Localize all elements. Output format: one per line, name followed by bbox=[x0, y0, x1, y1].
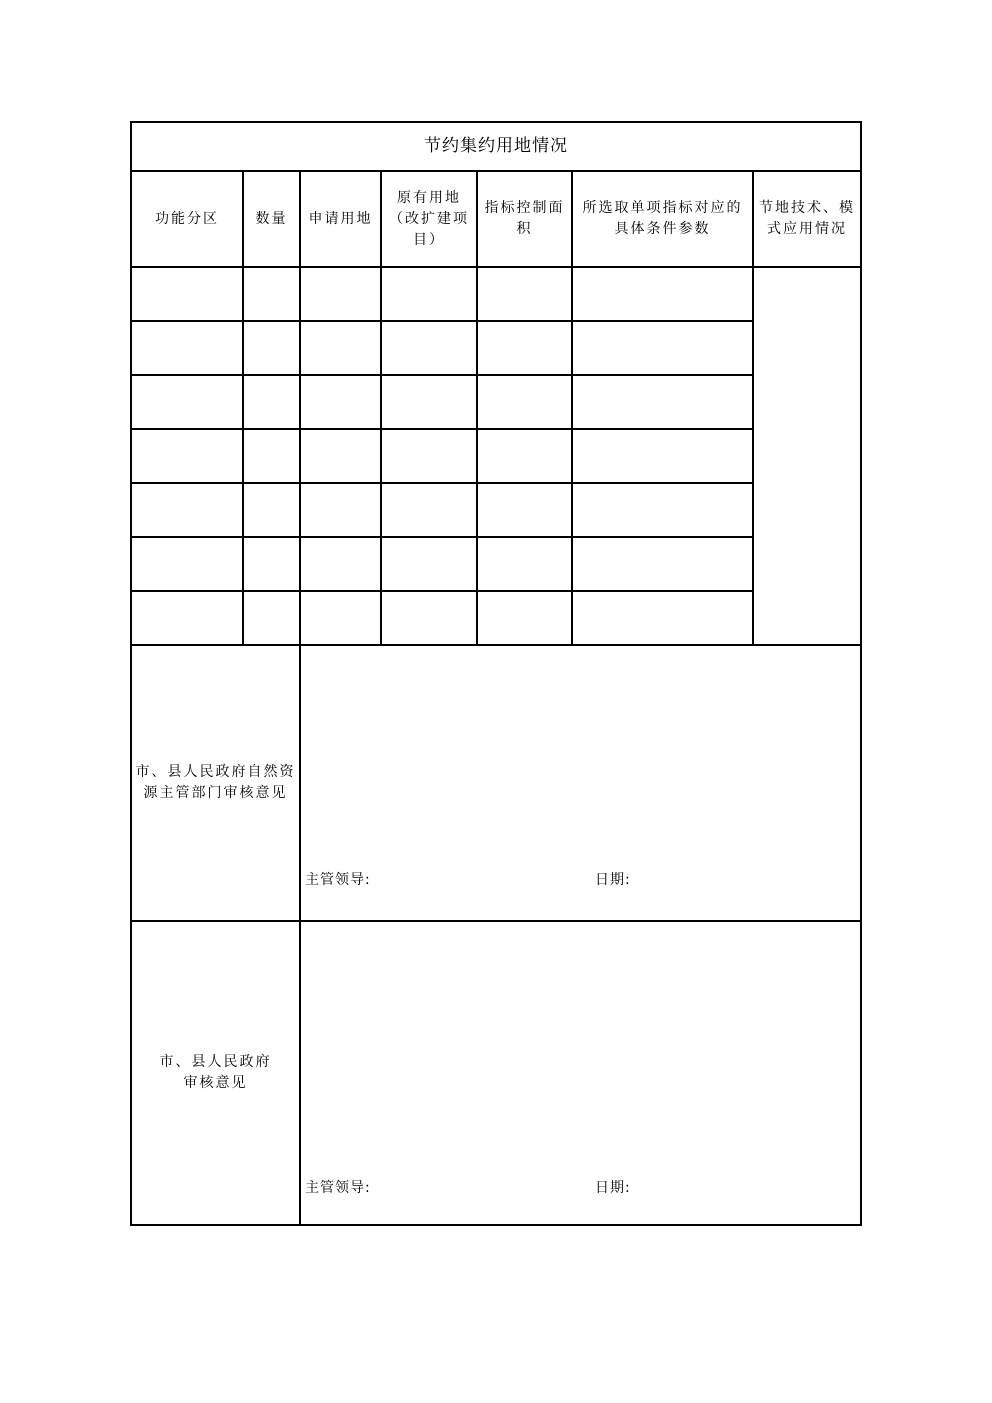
table-cell-condition-params-row-6[interactable] bbox=[573, 538, 752, 590]
table-cell-function-zone-row-6[interactable] bbox=[132, 538, 242, 590]
review-government-leader: 主管领导: bbox=[305, 1179, 371, 1196]
header-applied-land: 申请用地 bbox=[308, 210, 373, 227]
table-cell-quantity-row-5[interactable] bbox=[244, 484, 299, 536]
table-cell-function-zone-row-1[interactable] bbox=[132, 268, 242, 320]
table-cell-indicator-area-row-6[interactable] bbox=[478, 538, 571, 590]
table-cell-indicator-area-row-3[interactable] bbox=[478, 376, 571, 428]
table-cell-original-land-row-3[interactable] bbox=[382, 376, 476, 428]
table-cell-original-land-row-2[interactable] bbox=[382, 322, 476, 374]
review-natural-resources-leader: 主管领导: bbox=[305, 871, 371, 888]
review-natural-resources-label: 市、县人民政府自然资 源主管部门审核意见 bbox=[135, 764, 296, 801]
review-government-opinion[interactable] bbox=[301, 922, 860, 1172]
table-cell-quantity-row-4[interactable] bbox=[244, 430, 299, 482]
table-cell-condition-params-row-1[interactable] bbox=[573, 268, 752, 320]
table-cell-applied-land-row-1[interactable] bbox=[301, 268, 380, 320]
table-cell-original-land-row-5[interactable] bbox=[382, 484, 476, 536]
table-cell-function-zone-row-3[interactable] bbox=[132, 376, 242, 428]
table-cell-function-zone-row-5[interactable] bbox=[132, 484, 242, 536]
table-cell-quantity-row-3[interactable] bbox=[244, 376, 299, 428]
table-cell-applied-land-row-3[interactable] bbox=[301, 376, 380, 428]
table-cell-indicator-area-row-4[interactable] bbox=[478, 430, 571, 482]
table-cell-applied-land-row-6[interactable] bbox=[301, 538, 380, 590]
header-original-land: 原有用地 （改扩建项 目） bbox=[389, 189, 469, 248]
table-cell-indicator-area-row-7[interactable] bbox=[478, 592, 571, 644]
header-indicator-area: 指标控制面 积 bbox=[484, 200, 565, 237]
table-cell-condition-params-row-4[interactable] bbox=[573, 430, 752, 482]
table-cell-condition-params-row-3[interactable] bbox=[573, 376, 752, 428]
table-cell-original-land-row-6[interactable] bbox=[382, 538, 476, 590]
table-cell-indicator-area-row-1[interactable] bbox=[478, 268, 571, 320]
table-cell-applied-land-row-2[interactable] bbox=[301, 322, 380, 374]
table-cell-applied-land-row-5[interactable] bbox=[301, 484, 380, 536]
table-cell-quantity-row-7[interactable] bbox=[244, 592, 299, 644]
table-cell-quantity-row-2[interactable] bbox=[244, 322, 299, 374]
header-function-zone: 功能分区 bbox=[155, 210, 219, 227]
table-cell-quantity-row-6[interactable] bbox=[244, 538, 299, 590]
table-cell-original-land-row-7[interactable] bbox=[382, 592, 476, 644]
table-cell-function-zone-row-2[interactable] bbox=[132, 322, 242, 374]
header-condition-params: 所选取单项指标对应的 具体条件参数 bbox=[582, 200, 743, 237]
table-cell-original-land-row-4[interactable] bbox=[382, 430, 476, 482]
review-natural-resources-opinion[interactable] bbox=[301, 646, 860, 866]
header-land-saving-tech: 节地技术、模 式应用情况 bbox=[759, 200, 855, 237]
land-saving-tech-input[interactable] bbox=[754, 268, 860, 644]
review-government-label: 市、县人民政府 审核意见 bbox=[159, 1054, 272, 1091]
table-cell-original-land-row-1[interactable] bbox=[382, 268, 476, 320]
table-cell-quantity-row-1[interactable] bbox=[244, 268, 299, 320]
table-cell-function-zone-row-4[interactable] bbox=[132, 430, 242, 482]
table-cell-condition-params-row-5[interactable] bbox=[573, 484, 752, 536]
table-cell-condition-params-row-7[interactable] bbox=[573, 592, 752, 644]
table-cell-indicator-area-row-2[interactable] bbox=[478, 322, 571, 374]
review-natural-resources-date: 日期: bbox=[595, 871, 631, 888]
review-government-date: 日期: bbox=[595, 1179, 631, 1196]
table-cell-applied-land-row-7[interactable] bbox=[301, 592, 380, 644]
table-cell-indicator-area-row-5[interactable] bbox=[478, 484, 571, 536]
table-cell-condition-params-row-2[interactable] bbox=[573, 322, 752, 374]
form-title: 节约集约用地情况 bbox=[424, 136, 568, 156]
table-cell-applied-land-row-4[interactable] bbox=[301, 430, 380, 482]
land-use-form bbox=[130, 121, 862, 1226]
table-cell-function-zone-row-7[interactable] bbox=[132, 592, 242, 644]
header-quantity: 数量 bbox=[255, 210, 288, 227]
